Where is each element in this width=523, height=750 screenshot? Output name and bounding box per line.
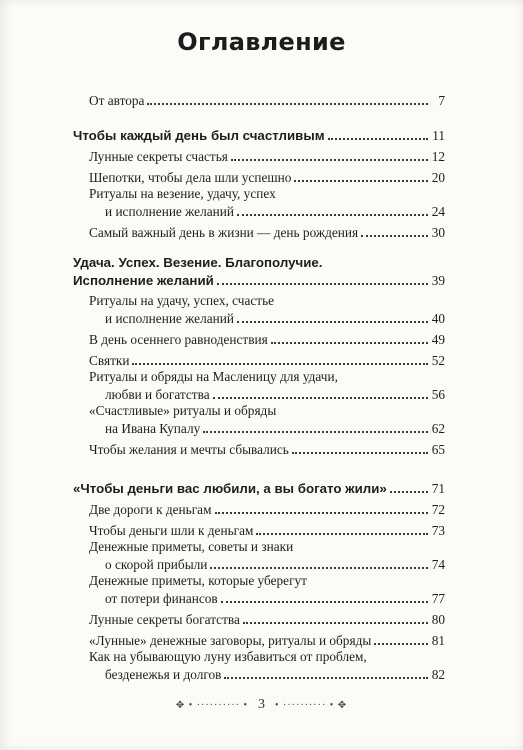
toc-entry-page: 24 bbox=[431, 204, 445, 219]
toc-entry-page: 72 bbox=[431, 502, 445, 517]
toc-entry-title: Шепотки, чтобы дела шли успешно bbox=[89, 170, 292, 185]
toc-entry-page: 71 bbox=[431, 481, 445, 496]
toc-entry-page: 39 bbox=[431, 273, 445, 288]
dot-leader bbox=[231, 159, 428, 161]
toc-entry-line1: Как на убывающую луну избавиться от проблем, bbox=[89, 649, 367, 664]
toc-entry-title: на Ивана Купалу bbox=[105, 421, 201, 436]
toc-entry bbox=[73, 556, 445, 573]
toc-entry-page: 81 bbox=[431, 633, 445, 648]
dot-leader bbox=[271, 342, 428, 344]
toc-entry-page: 65 bbox=[431, 442, 445, 457]
toc-entry bbox=[73, 437, 445, 458]
toc-entry-title: и исполнение желаний bbox=[105, 204, 234, 219]
toc-entry-title: «Чтобы деньги вас любили, а вы богато жили» bbox=[73, 481, 387, 496]
toc-entry bbox=[73, 220, 445, 241]
toc-entry-title: Две дороги к деньгам bbox=[89, 502, 212, 517]
toc-entry-page: 52 bbox=[431, 353, 445, 368]
toc-entry bbox=[73, 165, 445, 186]
toc-entry-title: В день осеннего равноденствия bbox=[89, 332, 268, 347]
toc-entry-title: безденежья и долгов bbox=[105, 667, 222, 682]
toc-section-heading bbox=[73, 476, 445, 497]
page-title: Оглавление bbox=[177, 28, 346, 56]
dot-leader bbox=[292, 452, 428, 454]
toc-entry-title: Чтобы каждый день был счастливым bbox=[73, 128, 325, 143]
page-number: 3 bbox=[258, 697, 265, 712]
dot-leader bbox=[237, 214, 428, 216]
toc-entry-page: 73 bbox=[431, 523, 445, 538]
toc-entry-page: 20 bbox=[431, 170, 445, 185]
toc-entry bbox=[73, 590, 445, 607]
toc-entry-title: «Лунные» денежные заговоры, ритуалы и обряды bbox=[89, 633, 372, 648]
toc-entry bbox=[73, 88, 445, 109]
toc-section-heading bbox=[73, 272, 445, 289]
toc-entry bbox=[73, 607, 445, 628]
toc-entry-title: Чтобы деньги шли к деньгам bbox=[89, 523, 254, 538]
toc-entry-title: Чтобы желания и мечты сбывались bbox=[89, 442, 289, 457]
toc-entry bbox=[73, 628, 445, 649]
dot-leader bbox=[147, 103, 428, 105]
dot-leader bbox=[210, 567, 428, 569]
toc-entry-page: 82 bbox=[431, 667, 445, 682]
toc-entry-line1: Ритуалы на везение, удачу, успех bbox=[89, 186, 276, 201]
table-of-contents bbox=[73, 88, 445, 683]
dot-leader bbox=[361, 235, 428, 237]
toc-entry-page: 30 bbox=[431, 225, 445, 240]
toc-entry-title: от потери финансов bbox=[105, 591, 218, 606]
dot-leader bbox=[328, 138, 428, 140]
toc-entry-title: Лунные секреты богатства bbox=[89, 612, 240, 627]
toc-entry bbox=[73, 203, 445, 220]
toc-entry-title: любви и богатства bbox=[105, 387, 210, 402]
dot-leader bbox=[237, 321, 428, 323]
dot-leader bbox=[374, 643, 428, 645]
toc-entry bbox=[73, 518, 445, 539]
toc-entry bbox=[73, 666, 445, 683]
dot-leader bbox=[224, 677, 428, 679]
toc-entry-title: Исполнение желаний bbox=[73, 273, 214, 288]
dot-leader bbox=[243, 622, 428, 624]
toc-entry-title: Святки bbox=[89, 353, 130, 368]
dot-leader bbox=[294, 180, 428, 182]
toc-entry-title: Лунные секреты счастья bbox=[89, 149, 228, 164]
dot-leader bbox=[213, 397, 428, 399]
toc-entry-page: 40 bbox=[431, 311, 445, 326]
toc-entry-line1: Денежные приметы, советы и знаки bbox=[89, 539, 294, 554]
toc-entry-line1: «Счастливые» ритуалы и обряды bbox=[89, 403, 277, 418]
toc-entry-title: и исполнение желаний bbox=[105, 311, 234, 326]
toc-entry-title: Самый важный день в жизни — день рождения bbox=[89, 225, 359, 240]
toc-entry bbox=[73, 386, 445, 403]
toc-entry bbox=[73, 327, 445, 348]
toc-entry bbox=[73, 310, 445, 327]
dot-leader bbox=[256, 533, 428, 535]
toc-entry-page: 62 bbox=[431, 421, 445, 436]
dot-leader bbox=[132, 363, 428, 365]
toc-entry-page: 56 bbox=[431, 387, 445, 402]
toc-entry bbox=[73, 144, 445, 165]
toc-entry-page: 77 bbox=[431, 591, 445, 606]
dot-leader bbox=[221, 601, 428, 603]
dot-leader bbox=[203, 431, 428, 433]
toc-section-heading bbox=[73, 123, 445, 144]
toc-entry-page: 49 bbox=[431, 332, 445, 347]
toc-entry-page: 11 bbox=[432, 128, 445, 143]
toc-entry-page: 7 bbox=[438, 93, 445, 108]
toc-entry-page: 12 bbox=[431, 149, 445, 164]
left-ornament-icon: ✥ • ·········· • bbox=[175, 699, 248, 711]
toc-entry-title: От автора bbox=[89, 93, 145, 108]
toc-entry bbox=[73, 497, 445, 518]
toc-entry-line1: Денежные приметы, которые уберегут bbox=[89, 573, 307, 588]
toc-entry-line1: Ритуалы и обряды на Масленицу для удачи, bbox=[89, 369, 338, 384]
dot-leader bbox=[217, 283, 428, 285]
toc-entry-page: 74 bbox=[431, 557, 445, 572]
toc-section-heading-line1: Удача. Успех. Везение. Благополучие. bbox=[73, 255, 323, 270]
toc-entry bbox=[73, 348, 445, 369]
dot-leader bbox=[215, 512, 428, 514]
page-footer bbox=[0, 697, 523, 713]
toc-entry-line1: Ритуалы на удачу, успех, счастье bbox=[89, 293, 275, 308]
toc-entry-page: 80 bbox=[431, 612, 445, 627]
dot-leader bbox=[390, 491, 428, 493]
toc-entry-title: о скорой прибыли bbox=[105, 557, 208, 572]
right-ornament-icon: • ·········· • ✥ bbox=[275, 699, 348, 711]
toc-entry bbox=[73, 420, 445, 437]
